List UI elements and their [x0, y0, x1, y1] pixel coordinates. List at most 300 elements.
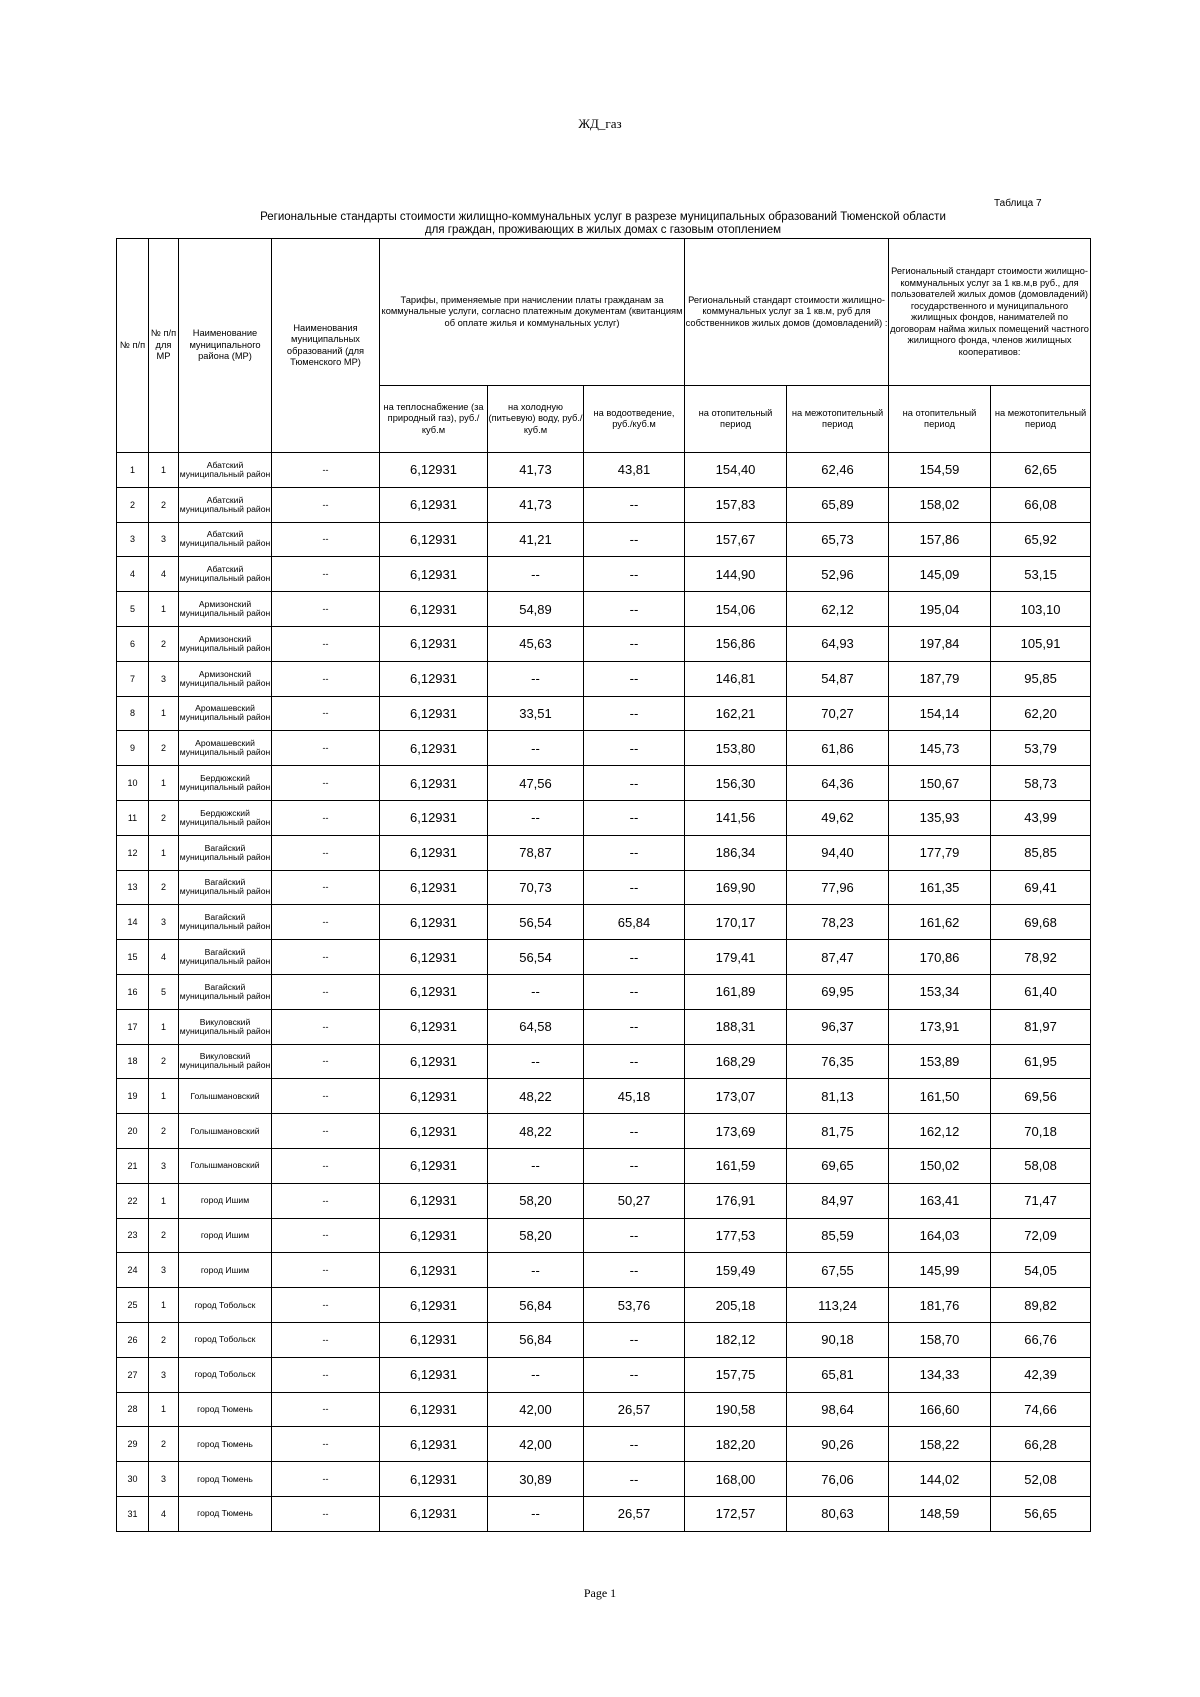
header-owners-non-heating: на межотопительный период	[787, 386, 889, 453]
header-tariffs-group: Тарифы, применяемые при начислении платы гражданам за коммунальные услуги, согласно платежным документам (квитанциям об оплате жилья и коммунальных услуг)	[380, 239, 685, 386]
district-name-cell: город Тюмень	[179, 1462, 272, 1497]
header-municipality-name: Наименования муниципальных образований (для Тюменского МР)	[272, 239, 380, 453]
tenants-non-heating-period-cell: 69,56	[991, 1079, 1091, 1114]
row-number-cell: 21	[117, 1148, 149, 1183]
row-number-cell: 5	[117, 592, 149, 627]
row-number-cell: 28	[117, 1392, 149, 1427]
district-name-cell: Бердюжский муниципальный район	[179, 800, 272, 835]
row-number-cell: 29	[117, 1427, 149, 1462]
owners-non-heating-period-cell: 90,26	[787, 1427, 889, 1462]
table-row	[117, 1427, 1091, 1462]
sheet-title: ЖД_газ	[578, 116, 622, 131]
owners-non-heating-period-cell: 49,62	[787, 800, 889, 835]
document-title-line-1: Региональные стандарты стоимости жилищно-коммунальных услуг в разрезе муниципальных образований Тюменской области	[260, 211, 946, 223]
header-district-name: Наименование муниципального района (МР)	[179, 239, 272, 453]
tenants-non-heating-period-cell: 85,85	[991, 835, 1091, 870]
tariff-sewerage-cell: 53,76	[584, 1288, 685, 1323]
tariff-sewerage-cell: --	[584, 1218, 685, 1253]
owners-heating-period-cell: 173,69	[685, 1114, 787, 1149]
table-row	[117, 1218, 1091, 1253]
row-number-cell: 12	[117, 835, 149, 870]
tenants-non-heating-period-cell: 71,47	[991, 1183, 1091, 1218]
row-number-cell: 26	[117, 1322, 149, 1357]
municipality-name-cell: --	[272, 766, 380, 801]
tariff-heating-cell: 6,12931	[380, 1322, 488, 1357]
tariff-heating-cell: 6,12931	[380, 1253, 488, 1288]
table-row	[117, 592, 1091, 627]
mr-number-cell: 2	[149, 1044, 179, 1079]
tenants-heating-period-cell: 134,33	[889, 1357, 991, 1392]
owners-heating-period-cell: 156,86	[685, 626, 787, 661]
table-row	[117, 1392, 1091, 1427]
owners-non-heating-period-cell: 62,12	[787, 592, 889, 627]
row-number-cell: 3	[117, 522, 149, 557]
tariff-sewerage-cell: --	[584, 592, 685, 627]
tenants-non-heating-period-cell: 74,66	[991, 1392, 1091, 1427]
tenants-non-heating-period-cell: 62,65	[991, 453, 1091, 488]
municipality-name-cell: --	[272, 940, 380, 975]
tariff-sewerage-cell: 26,57	[584, 1496, 685, 1531]
tariff-cold-water-cell: 78,87	[488, 835, 584, 870]
tariff-sewerage-cell: --	[584, 696, 685, 731]
district-name-cell: Армизонский муниципальный район	[179, 626, 272, 661]
tenants-heating-period-cell: 173,91	[889, 1009, 991, 1044]
municipality-name-cell: --	[272, 905, 380, 940]
tenants-non-heating-period-cell: 58,08	[991, 1148, 1091, 1183]
tariff-sewerage-cell: --	[584, 487, 685, 522]
owners-non-heating-period-cell: 76,35	[787, 1044, 889, 1079]
tariff-cold-water-cell: --	[488, 974, 584, 1009]
table-row	[117, 1044, 1091, 1079]
district-name-cell: Аромашевский муниципальный район	[179, 731, 272, 766]
tenants-non-heating-period-cell: 62,20	[991, 696, 1091, 731]
table-row	[117, 696, 1091, 731]
tariff-cold-water-cell: --	[488, 731, 584, 766]
mr-number-cell: 3	[149, 661, 179, 696]
owners-heating-period-cell: 154,06	[685, 592, 787, 627]
mr-number-cell: 2	[149, 487, 179, 522]
owners-heating-period-cell: 190,58	[685, 1392, 787, 1427]
owners-heating-period-cell: 161,89	[685, 974, 787, 1009]
row-number-cell: 6	[117, 626, 149, 661]
district-name-cell: Викуловский муниципальный район	[179, 1009, 272, 1044]
district-name-cell: Голышмановский	[179, 1148, 272, 1183]
table-row	[117, 870, 1091, 905]
mr-number-cell: 2	[149, 1427, 179, 1462]
row-number-cell: 1	[117, 453, 149, 488]
tariff-cold-water-cell: --	[488, 557, 584, 592]
district-name-cell: Голышмановский	[179, 1079, 272, 1114]
owners-non-heating-period-cell: 62,46	[787, 453, 889, 488]
owners-non-heating-period-cell: 85,59	[787, 1218, 889, 1253]
row-number-cell: 22	[117, 1183, 149, 1218]
owners-non-heating-period-cell: 81,75	[787, 1114, 889, 1149]
owners-heating-period-cell: 146,81	[685, 661, 787, 696]
tenants-non-heating-period-cell: 42,39	[991, 1357, 1091, 1392]
row-number-cell: 19	[117, 1079, 149, 1114]
tariff-heating-cell: 6,12931	[380, 800, 488, 835]
municipality-name-cell: --	[272, 1357, 380, 1392]
tariff-sewerage-cell: 43,81	[584, 453, 685, 488]
tariff-sewerage-cell: --	[584, 731, 685, 766]
owners-non-heating-period-cell: 113,24	[787, 1288, 889, 1323]
tenants-heating-period-cell: 195,04	[889, 592, 991, 627]
table-row	[117, 522, 1091, 557]
tariff-sewerage-cell: --	[584, 1462, 685, 1497]
district-name-cell: Армизонский муниципальный район	[179, 592, 272, 627]
row-number-cell: 27	[117, 1357, 149, 1392]
district-name-cell: Аромашевский муниципальный район	[179, 696, 272, 731]
mr-number-cell: 2	[149, 626, 179, 661]
tariff-sewerage-cell: --	[584, 974, 685, 1009]
header-tariff-cold-water: на холодную (питьевую) воду, руб./куб.м	[488, 386, 584, 453]
tenants-heating-period-cell: 197,84	[889, 626, 991, 661]
tenants-heating-period-cell: 187,79	[889, 661, 991, 696]
district-name-cell: город Ишим	[179, 1253, 272, 1288]
tariff-sewerage-cell: --	[584, 940, 685, 975]
tariff-sewerage-cell: --	[584, 766, 685, 801]
district-name-cell: Абатский муниципальный район	[179, 522, 272, 557]
tariff-cold-water-cell: 47,56	[488, 766, 584, 801]
row-number-cell: 7	[117, 661, 149, 696]
mr-number-cell: 1	[149, 1392, 179, 1427]
mr-number-cell: 1	[149, 592, 179, 627]
tariff-heating-cell: 6,12931	[380, 487, 488, 522]
tariff-sewerage-cell: --	[584, 1427, 685, 1462]
tenants-non-heating-period-cell: 78,92	[991, 940, 1091, 975]
municipality-name-cell: --	[272, 800, 380, 835]
mr-number-cell: 1	[149, 1183, 179, 1218]
table-row	[117, 1288, 1091, 1323]
owners-heating-period-cell: 141,56	[685, 800, 787, 835]
district-name-cell: Вагайский муниципальный район	[179, 974, 272, 1009]
tariff-sewerage-cell: --	[584, 522, 685, 557]
table-row	[117, 1253, 1091, 1288]
owners-non-heating-period-cell: 94,40	[787, 835, 889, 870]
tariff-cold-water-cell: 58,20	[488, 1218, 584, 1253]
tenants-non-heating-period-cell: 81,97	[991, 1009, 1091, 1044]
table-row	[117, 661, 1091, 696]
tariff-heating-cell: 6,12931	[380, 1427, 488, 1462]
mr-number-cell: 2	[149, 1114, 179, 1149]
tenants-heating-period-cell: 150,02	[889, 1148, 991, 1183]
tariff-sewerage-cell: --	[584, 800, 685, 835]
mr-number-cell: 1	[149, 1288, 179, 1323]
table-row	[117, 1009, 1091, 1044]
tariff-cold-water-cell: 56,84	[488, 1288, 584, 1323]
tariff-cold-water-cell: 54,89	[488, 592, 584, 627]
tariff-cold-water-cell: 42,00	[488, 1392, 584, 1427]
row-number-cell: 4	[117, 557, 149, 592]
tenants-heating-period-cell: 157,86	[889, 522, 991, 557]
district-name-cell: Вагайский муниципальный район	[179, 940, 272, 975]
mr-number-cell: 3	[149, 1357, 179, 1392]
tariff-heating-cell: 6,12931	[380, 1218, 488, 1253]
district-name-cell: город Ишим	[179, 1183, 272, 1218]
tariff-cold-water-cell: --	[488, 1044, 584, 1079]
tenants-non-heating-period-cell: 54,05	[991, 1253, 1091, 1288]
tenants-heating-period-cell: 181,76	[889, 1288, 991, 1323]
tariff-sewerage-cell: --	[584, 1044, 685, 1079]
table-row	[117, 1148, 1091, 1183]
row-number-cell: 11	[117, 800, 149, 835]
tariff-cold-water-cell: 64,58	[488, 1009, 584, 1044]
tariff-heating-cell: 6,12931	[380, 1044, 488, 1079]
tariff-heating-cell: 6,12931	[380, 835, 488, 870]
tenants-non-heating-period-cell: 66,28	[991, 1427, 1091, 1462]
owners-heating-period-cell: 176,91	[685, 1183, 787, 1218]
tariff-cold-water-cell: 58,20	[488, 1183, 584, 1218]
district-name-cell: город Тобольск	[179, 1357, 272, 1392]
row-number-cell: 13	[117, 870, 149, 905]
district-name-cell: Абатский муниципальный район	[179, 453, 272, 488]
tariff-cold-water-cell: --	[488, 1253, 584, 1288]
table-row	[117, 1183, 1091, 1218]
row-number-cell: 23	[117, 1218, 149, 1253]
owners-heating-period-cell: 168,00	[685, 1462, 787, 1497]
municipality-name-cell: --	[272, 1183, 380, 1218]
header-tariff-heating: на теплоснабжение (за природный газ), руб./куб.м	[380, 386, 488, 453]
header-owners-group: Региональный стандарт стоимости жилищно-коммунальных услуг за 1 кв.м, руб для собственников жилых домов (домовладений) :	[685, 239, 889, 386]
header-mr-number: № п/п для МР	[149, 239, 179, 453]
tariff-heating-cell: 6,12931	[380, 940, 488, 975]
tariff-heating-cell: 6,12931	[380, 1114, 488, 1149]
owners-heating-period-cell: 205,18	[685, 1288, 787, 1323]
table-row	[117, 1357, 1091, 1392]
municipality-name-cell: --	[272, 592, 380, 627]
municipality-name-cell: --	[272, 1009, 380, 1044]
owners-non-heating-period-cell: 90,18	[787, 1322, 889, 1357]
mr-number-cell: 3	[149, 522, 179, 557]
tariff-heating-cell: 6,12931	[380, 522, 488, 557]
tenants-heating-period-cell: 153,34	[889, 974, 991, 1009]
tenants-heating-period-cell: 161,35	[889, 870, 991, 905]
tariff-cold-water-cell: --	[488, 1357, 584, 1392]
tariff-cold-water-cell: --	[488, 1148, 584, 1183]
table-row	[117, 487, 1091, 522]
tenants-heating-period-cell: 135,93	[889, 800, 991, 835]
header-row-number: № п/п	[117, 239, 149, 453]
owners-non-heating-period-cell: 80,63	[787, 1496, 889, 1531]
tenants-heating-period-cell: 161,50	[889, 1079, 991, 1114]
row-number-cell: 17	[117, 1009, 149, 1044]
tenants-heating-period-cell: 170,86	[889, 940, 991, 975]
row-number-cell: 14	[117, 905, 149, 940]
municipality-name-cell: --	[272, 1392, 380, 1427]
tenants-non-heating-period-cell: 66,76	[991, 1322, 1091, 1357]
tenants-heating-period-cell: 158,70	[889, 1322, 991, 1357]
tariff-cold-water-cell: 56,84	[488, 1322, 584, 1357]
tariff-cold-water-cell: 48,22	[488, 1114, 584, 1149]
mr-number-cell: 1	[149, 1009, 179, 1044]
district-name-cell: Абатский муниципальный район	[179, 487, 272, 522]
municipality-name-cell: --	[272, 1044, 380, 1079]
header-tenants-heating: на отопительный период	[889, 386, 991, 453]
row-number-cell: 16	[117, 974, 149, 1009]
owners-non-heating-period-cell: 69,65	[787, 1148, 889, 1183]
tenants-non-heating-period-cell: 95,85	[991, 661, 1091, 696]
owners-non-heating-period-cell: 76,06	[787, 1462, 889, 1497]
row-number-cell: 20	[117, 1114, 149, 1149]
owners-non-heating-period-cell: 64,36	[787, 766, 889, 801]
table-row	[117, 766, 1091, 801]
row-number-cell: 24	[117, 1253, 149, 1288]
district-name-cell: Абатский муниципальный район	[179, 557, 272, 592]
district-name-cell: город Тюмень	[179, 1427, 272, 1462]
owners-non-heating-period-cell: 98,64	[787, 1392, 889, 1427]
municipality-name-cell: --	[272, 1288, 380, 1323]
tenants-heating-period-cell: 145,09	[889, 557, 991, 592]
table-row	[117, 1114, 1091, 1149]
municipality-name-cell: --	[272, 1253, 380, 1288]
owners-heating-period-cell: 156,30	[685, 766, 787, 801]
municipality-name-cell: --	[272, 626, 380, 661]
header-tariff-sewerage: на водоотведение, руб./куб.м	[584, 386, 685, 453]
owners-non-heating-period-cell: 96,37	[787, 1009, 889, 1044]
mr-number-cell: 2	[149, 870, 179, 905]
owners-heating-period-cell: 153,80	[685, 731, 787, 766]
tenants-heating-period-cell: 154,59	[889, 453, 991, 488]
tenants-heating-period-cell: 163,41	[889, 1183, 991, 1218]
municipality-name-cell: --	[272, 661, 380, 696]
owners-heating-period-cell: 182,20	[685, 1427, 787, 1462]
tenants-non-heating-period-cell: 69,68	[991, 905, 1091, 940]
municipality-name-cell: --	[272, 557, 380, 592]
district-name-cell: Вагайский муниципальный район	[179, 870, 272, 905]
tariff-heating-cell: 6,12931	[380, 696, 488, 731]
tariff-cold-water-cell: 56,54	[488, 940, 584, 975]
mr-number-cell: 4	[149, 940, 179, 975]
table-row	[117, 731, 1091, 766]
header-owners-heating: на отопительный период	[685, 386, 787, 453]
owners-non-heating-period-cell: 78,23	[787, 905, 889, 940]
tenants-non-heating-period-cell: 61,95	[991, 1044, 1091, 1079]
mr-number-cell: 4	[149, 557, 179, 592]
tariff-heating-cell: 6,12931	[380, 766, 488, 801]
owners-heating-period-cell: 157,67	[685, 522, 787, 557]
owners-heating-period-cell: 179,41	[685, 940, 787, 975]
mr-number-cell: 4	[149, 1496, 179, 1531]
district-name-cell: Вагайский муниципальный район	[179, 905, 272, 940]
table-body	[117, 453, 1091, 1532]
owners-heating-period-cell: 170,17	[685, 905, 787, 940]
tariff-heating-cell: 6,12931	[380, 453, 488, 488]
tenants-heating-period-cell: 154,14	[889, 696, 991, 731]
tariff-heating-cell: 6,12931	[380, 1148, 488, 1183]
tariff-heating-cell: 6,12931	[380, 1392, 488, 1427]
tariff-sewerage-cell: --	[584, 1148, 685, 1183]
tariff-sewerage-cell: --	[584, 835, 685, 870]
municipality-name-cell: --	[272, 1079, 380, 1114]
tenants-heating-period-cell: 158,22	[889, 1427, 991, 1462]
tenants-heating-period-cell: 148,59	[889, 1496, 991, 1531]
municipality-name-cell: --	[272, 522, 380, 557]
tenants-non-heating-period-cell: 52,08	[991, 1462, 1091, 1497]
owners-non-heating-period-cell: 81,13	[787, 1079, 889, 1114]
mr-number-cell: 5	[149, 974, 179, 1009]
tenants-non-heating-period-cell: 43,99	[991, 800, 1091, 835]
tenants-non-heating-period-cell: 69,41	[991, 870, 1091, 905]
owners-non-heating-period-cell: 65,73	[787, 522, 889, 557]
tariff-cold-water-cell: 30,89	[488, 1462, 584, 1497]
owners-heating-period-cell: 161,59	[685, 1148, 787, 1183]
tariff-cold-water-cell: --	[488, 661, 584, 696]
tenants-heating-period-cell: 145,73	[889, 731, 991, 766]
tariff-cold-water-cell: 45,63	[488, 626, 584, 661]
tariff-heating-cell: 6,12931	[380, 1009, 488, 1044]
owners-non-heating-period-cell: 84,97	[787, 1183, 889, 1218]
tenants-non-heating-period-cell: 56,65	[991, 1496, 1091, 1531]
municipality-name-cell: --	[272, 1322, 380, 1357]
tenants-non-heating-period-cell: 65,92	[991, 522, 1091, 557]
tariff-cold-water-cell: 48,22	[488, 1079, 584, 1114]
tariff-table	[116, 238, 1091, 1532]
owners-heating-period-cell: 157,75	[685, 1357, 787, 1392]
row-number-cell: 25	[117, 1288, 149, 1323]
district-name-cell: город Тобольск	[179, 1288, 272, 1323]
table-row	[117, 1322, 1091, 1357]
owners-heating-period-cell: 186,34	[685, 835, 787, 870]
owners-heating-period-cell: 177,53	[685, 1218, 787, 1253]
document-title-line-2: для граждан, проживающих в жилых домах с газовым отоплением	[424, 224, 782, 236]
owners-non-heating-period-cell: 69,95	[787, 974, 889, 1009]
row-number-cell: 15	[117, 940, 149, 975]
tenants-heating-period-cell: 177,79	[889, 835, 991, 870]
tariff-sewerage-cell: 26,57	[584, 1392, 685, 1427]
owners-non-heating-period-cell: 61,86	[787, 731, 889, 766]
mr-number-cell: 3	[149, 905, 179, 940]
municipality-name-cell: --	[272, 1462, 380, 1497]
owners-non-heating-period-cell: 87,47	[787, 940, 889, 975]
tenants-non-heating-period-cell: 66,08	[991, 487, 1091, 522]
tariff-sewerage-cell: --	[584, 870, 685, 905]
tenants-heating-period-cell: 162,12	[889, 1114, 991, 1149]
municipality-name-cell: --	[272, 731, 380, 766]
tariff-heating-cell: 6,12931	[380, 1183, 488, 1218]
owners-heating-period-cell: 169,90	[685, 870, 787, 905]
tenants-heating-period-cell: 161,62	[889, 905, 991, 940]
page-footer: Page 1	[583, 1586, 617, 1600]
tenants-non-heating-period-cell: 89,82	[991, 1288, 1091, 1323]
tenants-heating-period-cell: 144,02	[889, 1462, 991, 1497]
owners-heating-period-cell: 162,21	[685, 696, 787, 731]
row-number-cell: 10	[117, 766, 149, 801]
tenants-non-heating-period-cell: 53,15	[991, 557, 1091, 592]
owners-non-heating-period-cell: 65,89	[787, 487, 889, 522]
row-number-cell: 9	[117, 731, 149, 766]
tariff-heating-cell: 6,12931	[380, 626, 488, 661]
owners-non-heating-period-cell: 77,96	[787, 870, 889, 905]
owners-heating-period-cell: 159,49	[685, 1253, 787, 1288]
tenants-non-heating-period-cell: 105,91	[991, 626, 1091, 661]
row-number-cell: 18	[117, 1044, 149, 1079]
owners-heating-period-cell: 173,07	[685, 1079, 787, 1114]
tariff-sewerage-cell: --	[584, 626, 685, 661]
tariff-cold-water-cell: 70,73	[488, 870, 584, 905]
owners-non-heating-period-cell: 64,93	[787, 626, 889, 661]
owners-non-heating-period-cell: 54,87	[787, 661, 889, 696]
tariff-heating-cell: 6,12931	[380, 1079, 488, 1114]
table-label: Таблица 7	[994, 198, 1042, 209]
tariff-sewerage-cell: 50,27	[584, 1183, 685, 1218]
tariff-sewerage-cell: --	[584, 557, 685, 592]
owners-heating-period-cell: 154,40	[685, 453, 787, 488]
district-name-cell: Вагайский муниципальный район	[179, 835, 272, 870]
owners-non-heating-period-cell: 70,27	[787, 696, 889, 731]
tariff-heating-cell: 6,12931	[380, 557, 488, 592]
tariff-heating-cell: 6,12931	[380, 661, 488, 696]
mr-number-cell: 2	[149, 731, 179, 766]
